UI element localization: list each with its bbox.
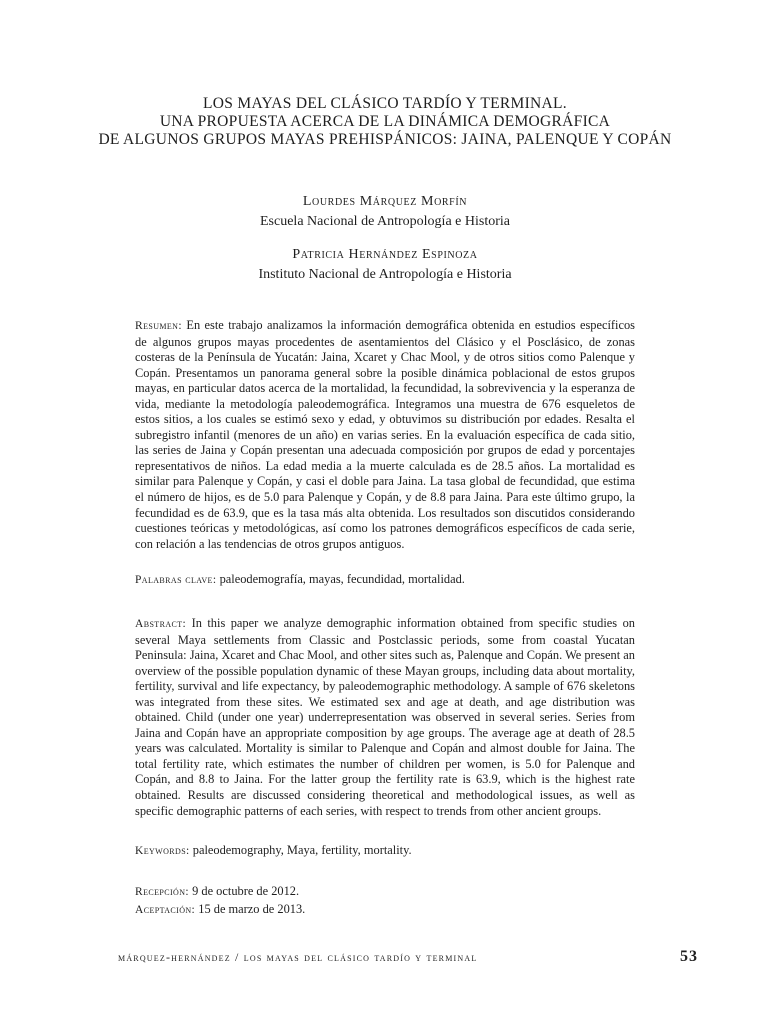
author-name: Patricia Hernández Espinoza — [292, 247, 478, 262]
reception-value: 9 de octubre de 2012. — [192, 884, 300, 898]
palabras-clave-paragraph — [135, 572, 635, 589]
title-line-1: LOS MAYAS DEL CLÁSICO TARDÍO Y TERMINAL. — [203, 95, 567, 112]
acceptance-label: Aceptación: — [135, 904, 196, 916]
resumen-text: En este trabajo analizamos la información demográfica obtenida en estudios específicos de algunos grupos mayas procedentes de asentamientos del Clásico y el Posclásico, de zonas costeras de la Península de Yucatán: Jaina, Xcaret y Chac Mool, y de otros sitios como Palenque y Copán. Presentamos un panorama general sobre la posible dinámica poblacional de estos grupos mayas, en particular datos acerca de la mortalidad, la fecundidad, la sobrevivencia y la esperanza de vida, mediante la metodología paleodemográfica. Integramos una muestra de 676 esqueletos de estos sitios, a los cuales se estimó sexo y edad, y obtuvimos su distribución por edades. Resalta el subregistro infantil (menores de un año) en varias series. En la evaluación específica de cada sitio, las series de Jaina y Copán presentan una adecuada composición por grupos de edad y porcentajes representativos de niños. La edad media a la muerte calculada es de 28.5 años. La mortalidad es similar para Palenque y Copán, y casi el doble para Jaina. La tasa global de fecundidad, que estima el número de hijos, es de 5.0 para Palenque y Copán, y de 8.8 para Jaina. Para este último grupo, la fecundidad es de 63.9, que es la tasa más alta obtenida. Los resultados son discutidos considerando cuestiones teóricas y metodológicas, así como los patrones demográficos específicos de cada serie, con relación a las tendencias de otros grupos antiguos. — [135, 318, 635, 551]
palabras-clave-text: paleodemografía, mayas, fecundidad, mortalidad. — [219, 572, 465, 586]
resumen-label: Resumen: — [135, 320, 182, 332]
title-line-3: DE ALGUNOS GRUPOS MAYAS PREHISPÁNICOS: JAINA, PALENQUE Y COPÁN — [98, 131, 672, 148]
author-affiliation: Instituto Nacional de Antropología e Historia — [258, 267, 512, 282]
running-head: márquez-hernández / los mayas del clásico tardío y terminal — [118, 950, 478, 964]
author-name: Lourdes Márquez Morfín — [302, 194, 468, 209]
page-footer — [118, 948, 698, 968]
author-1 — [60, 193, 710, 231]
acceptance-date — [135, 901, 635, 919]
abstract-label: Abstract: — [135, 618, 187, 630]
reception-label: Recepción: — [135, 886, 189, 898]
page-number: 53 — [680, 948, 698, 965]
resumen-paragraph — [135, 318, 635, 552]
article-title — [60, 95, 710, 149]
article-dates — [135, 883, 635, 919]
keywords-label: Keywords: — [135, 845, 190, 857]
keywords-text: paleodemography, Maya, fertility, mortality. — [192, 843, 412, 857]
acceptance-value: 15 de marzo de 2013. — [198, 902, 306, 916]
author-2 — [60, 246, 710, 284]
reception-date — [135, 883, 635, 901]
author-affiliation: Escuela Nacional de Antropología e Historia — [260, 214, 510, 229]
abstract-text: In this paper we analyze demographic information obtained from specific studies on several Maya settlements from Classic and Postclassic periods, some from coastal Yucatan Peninsula: Jaina, Xcaret and Chac Mool, and other sites such as, Palenque and Copán. We present an overview of the possible population dynamic of these Mayan groups, including data about mortality, fertility, survival and life expectancy, by paleodemographic methodology. A sample of 676 skeletons was integrated from these sites. We estimated sex and age at death, and age distribution was obtained. Child (under one year) underrepresentation was observed in several series. Series from Jaina and Copán have an appropriate composition by age groups. The average age at death of 28.5 years was calculated. Mortality is similar to Palenque and Copán and almost double for Jaina. The total fertility rate, which estimates the number of children per women, is 5.0 for Palenque and Copán, and 8.8 to Jaina. For the latter group the fertility rate is 63.9, which is the highest rate obtained. Results are discussed considering theoretical and methodological issues, as well as specific demographic patterns of each series, with respect to trends from other ancient groups. — [135, 616, 635, 818]
keywords-paragraph — [135, 843, 635, 860]
abstract-paragraph — [135, 616, 635, 819]
palabras-clave-label: Palabras clave: — [135, 574, 217, 586]
title-line-2: UNA PROPUESTA ACERCA DE LA DINÁMICA DEMOGRÁFICA — [159, 113, 611, 130]
